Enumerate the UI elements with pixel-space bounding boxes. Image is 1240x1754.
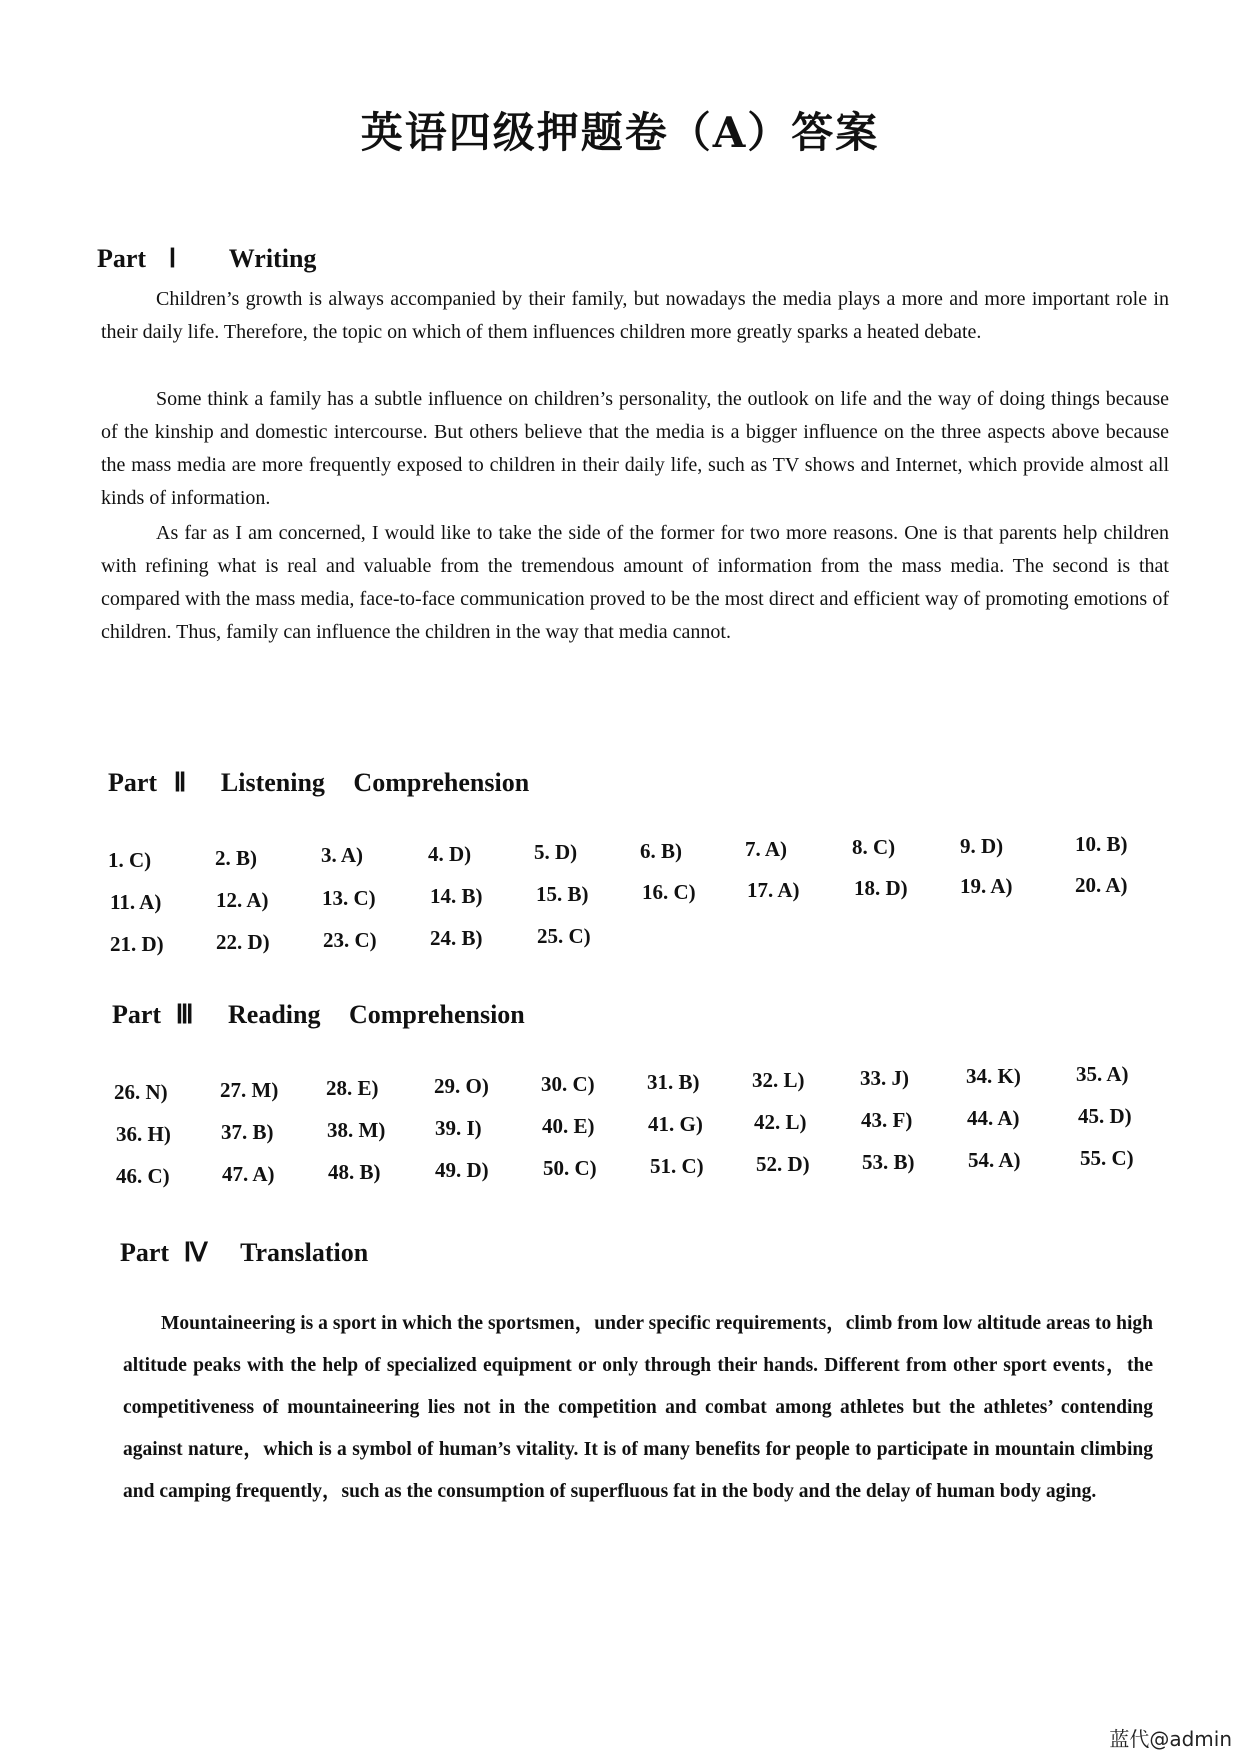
answer: 16. C) <box>642 880 696 904</box>
answer: 30. C) <box>541 1072 595 1096</box>
answer: 25. C) <box>537 924 591 948</box>
answer: 9. D) <box>960 834 1004 858</box>
answer: 2. B) <box>215 846 257 870</box>
part3-name-1: Reading <box>228 1000 321 1029</box>
answer: 14. B) <box>430 884 483 908</box>
answer: 4. D) <box>428 842 472 866</box>
watermark: 蓝代@admin <box>1109 1727 1232 1751</box>
answer: 31. B) <box>647 1070 700 1094</box>
part2-label: Part <box>108 768 158 797</box>
answer: 22. D) <box>216 930 270 954</box>
answer: 37. B) <box>221 1120 274 1144</box>
answer: 6. B) <box>640 839 682 863</box>
part4-label: Part <box>120 1238 170 1267</box>
answer: 42. L) <box>754 1110 807 1134</box>
answer: 41. G) <box>648 1112 703 1136</box>
answer: 7. A) <box>745 837 787 861</box>
answer: 35. A) <box>1076 1062 1129 1086</box>
answer: 48. B) <box>328 1160 381 1184</box>
answer: 44. A) <box>967 1106 1020 1130</box>
answer: 5. D) <box>534 840 578 864</box>
answer: 23. C) <box>323 928 377 952</box>
part1-heading <box>97 244 316 274</box>
answer: 13. C) <box>322 886 376 910</box>
answer: 49. D) <box>435 1158 489 1182</box>
answer: 10. B) <box>1075 832 1128 856</box>
answer: 55. C) <box>1080 1146 1134 1170</box>
answer: 51. C) <box>650 1154 704 1178</box>
part3-name-2: Comprehension <box>349 1000 525 1029</box>
part2-heading <box>108 768 529 798</box>
answer: 3. A) <box>321 843 363 867</box>
part4-heading <box>120 1238 368 1268</box>
answer: 15. B) <box>536 882 589 906</box>
answer: 19. A) <box>960 874 1013 898</box>
answer: 43. F) <box>861 1108 913 1132</box>
answer: 54. A) <box>968 1148 1021 1172</box>
answer: 40. E) <box>542 1114 595 1138</box>
answer: 11. A) <box>110 890 162 914</box>
answer: 24. B) <box>430 926 483 950</box>
answer: 29. O) <box>434 1074 489 1098</box>
answer: 27. M) <box>220 1078 279 1102</box>
part3-label: Part <box>112 1000 162 1029</box>
answer: 32. L) <box>752 1068 805 1092</box>
answer: 28. E) <box>326 1076 379 1100</box>
answer: 18. D) <box>854 876 908 900</box>
answer: 38. M) <box>327 1118 386 1142</box>
part4-name: Translation <box>240 1238 369 1267</box>
answer: 52. D) <box>756 1152 810 1176</box>
answer: 33. J) <box>860 1066 909 1090</box>
part2-name-1: Listening <box>220 768 325 797</box>
answer: 39. I) <box>435 1116 482 1140</box>
writing-paragraph-2: Some think a family has a subtle influence on children’s personality, the outlook on life and the way of doing things because of the kinship and domestic intercourse. But others believe that the media is a bigger influence on the three aspects above because the mass media are more frequently exposed to children in their daily life, such as TV shows and Internet, which provide almost all kinds of information. <box>101 388 1169 509</box>
answer: 20. A) <box>1075 873 1128 897</box>
answer: 45. D) <box>1078 1104 1132 1128</box>
answer: 12. A) <box>216 888 269 912</box>
answer: 36. H) <box>116 1122 171 1146</box>
page-title: 英语四级押题卷（A）答案 <box>360 108 880 157</box>
part1-name: Writing <box>228 244 317 273</box>
part1-label: Part <box>97 244 147 273</box>
part3-heading <box>112 1000 525 1030</box>
answer: 34. K) <box>966 1064 1021 1088</box>
answer: 50. C) <box>543 1156 597 1180</box>
part3-number: Ⅲ <box>175 1000 194 1029</box>
writing-paragraph-3: As far as I am concerned, I would like to take the side of the former for two more reasons. One is that parents help children with refining what is real and valuable from the tremendous amount of information from the mass media. The second is that compared with the mass media, face-to-face communication proved to be the most direct and efficient way of promoting emotions of children. Thus, family can influence the children in the way that media cannot. <box>101 522 1169 643</box>
answer: 21. D) <box>110 932 164 956</box>
answer: 1. C) <box>108 848 152 872</box>
writing-paragraph-1: Children’s growth is always accompanied by their family, but nowadays the media plays a more and more important role in their daily life. Therefore, the topic on which of them influences children more greatly sparks a heated debate. <box>101 288 1169 343</box>
part1-number: Ⅰ <box>168 244 177 273</box>
translation-paragraph: Mountaineering is a sport in which the sportsmen，under specific requirements，climb from low altitude areas to high altitude peaks with the help of specialized equipment or only through their hands. Different from other sport events，the competitiveness of mountaineering lies not in the competition and combat among athletes but the athletes’ contending against nature，which is a symbol of human’s vitality. It is of many benefits for people to participate in mountain climbing and camping frequently，such as the consumption of superfluous fat in the body and the delay of human body aging. <box>123 1313 1153 1502</box>
part2-number: Ⅱ <box>173 768 187 797</box>
answer: 46. C) <box>116 1164 170 1188</box>
answer: 47. A) <box>222 1162 275 1186</box>
part2-name-2: Comprehension <box>353 768 530 797</box>
answer: 8. C) <box>852 835 896 859</box>
answer: 53. B) <box>862 1150 915 1174</box>
part4-number: Ⅳ <box>183 1238 208 1267</box>
answer: 17. A) <box>747 878 800 902</box>
answer: 26. N) <box>114 1080 168 1104</box>
